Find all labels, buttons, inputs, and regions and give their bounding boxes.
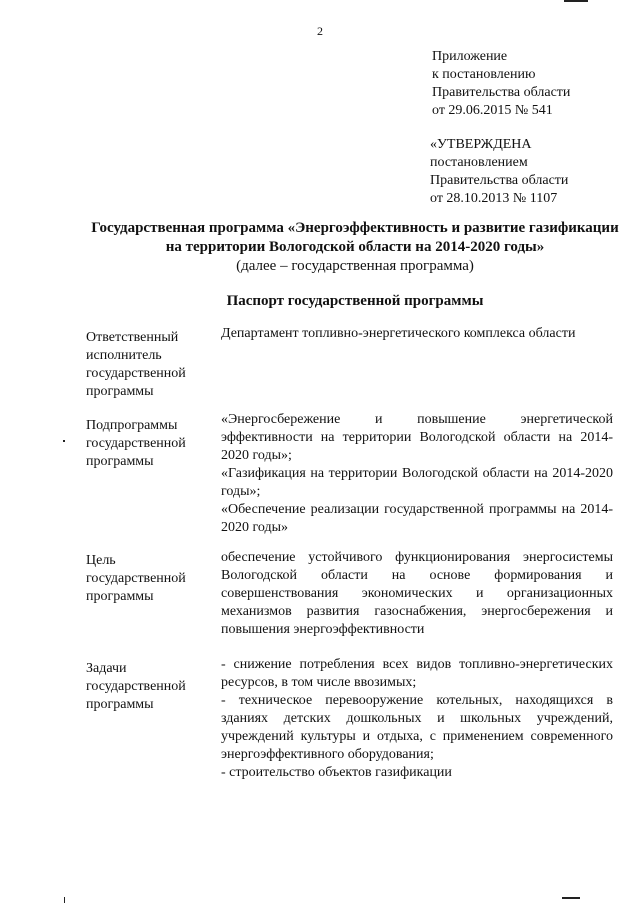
passport-label-goal: Цель государственной программы: [86, 553, 186, 604]
passport-value-tasks: [221, 656, 613, 782]
passport-value-subprograms: [221, 411, 613, 537]
passport-value-line: «Газификация на территории Вологодской области на 2014-2020 годы»;: [221, 466, 613, 499]
approved-block: [430, 136, 568, 208]
appendix-line: к постановлению: [432, 67, 536, 82]
passport-value-line: - строительство объектов газификации: [221, 765, 452, 780]
passport-value-responsible: [221, 325, 613, 343]
program-title-line: Государственная программа «Энергоэффективность и развитие газификации: [91, 220, 619, 236]
scan-mark: [562, 897, 580, 899]
passport-value-line: Департамент топливно-энергетического комплекса области: [221, 326, 576, 341]
scan-mark: [564, 0, 588, 2]
appendix-line: от 29.06.2015 № 541: [432, 103, 553, 118]
program-title-line: на территории Вологодской области на 2014-2020 годы»: [165, 239, 545, 255]
passport-label-responsible: Ответственный исполнитель государственной программы: [86, 330, 186, 399]
scan-mark: [64, 897, 65, 903]
passport-title: Паспорт государственной программы: [226, 293, 484, 309]
passport-value-goal: [221, 549, 613, 639]
passport-value-line: «Энергосбережение и повышение энергетической эффективности на территории Вологодской области на 2014-2020 годы»;: [221, 412, 613, 463]
approved-line: от 28.10.2013 № 1107: [430, 191, 558, 206]
page-number: 2: [317, 24, 323, 38]
program-title: [80, 219, 630, 257]
appendix-line: Правительства области: [432, 85, 571, 100]
passport-value-line: - снижение потребления всех видов топливно-энергетических ресурсов, в том числе ввозимых;: [221, 657, 613, 690]
passport-value-line: - техническое перевооружение котельных, находящихся в зданиях детских дошкольных и школьных учреждений, учреждений культуры и отдыха, с применением современного энергоэффективного оборудования;: [221, 693, 613, 762]
passport-value-line: «Обеспечение реализации государственной программы на 2014-2020 годы»: [221, 502, 613, 535]
appendix-block: [432, 48, 570, 120]
scan-dot: [63, 440, 65, 442]
approved-line: Правительства области: [430, 173, 569, 188]
appendix-line: Приложение: [432, 49, 508, 64]
passport-label-subprograms: Подпрограммы государственной программы: [86, 418, 186, 469]
approved-line: постановлением: [430, 155, 528, 170]
program-title-note: (далее – государственная программа): [236, 258, 474, 274]
passport-label-tasks: Задачи государственной программы: [86, 661, 186, 712]
approved-line: «УТВЕРЖДЕНА: [430, 137, 532, 152]
passport-value-line: обеспечение устойчивого функционирования энергосистемы Вологодской области на основе формирования и совершенствования экономических и организационных механизмов развития газоснабжения, энергосбережения и повышения энергоэффективности: [221, 550, 613, 637]
